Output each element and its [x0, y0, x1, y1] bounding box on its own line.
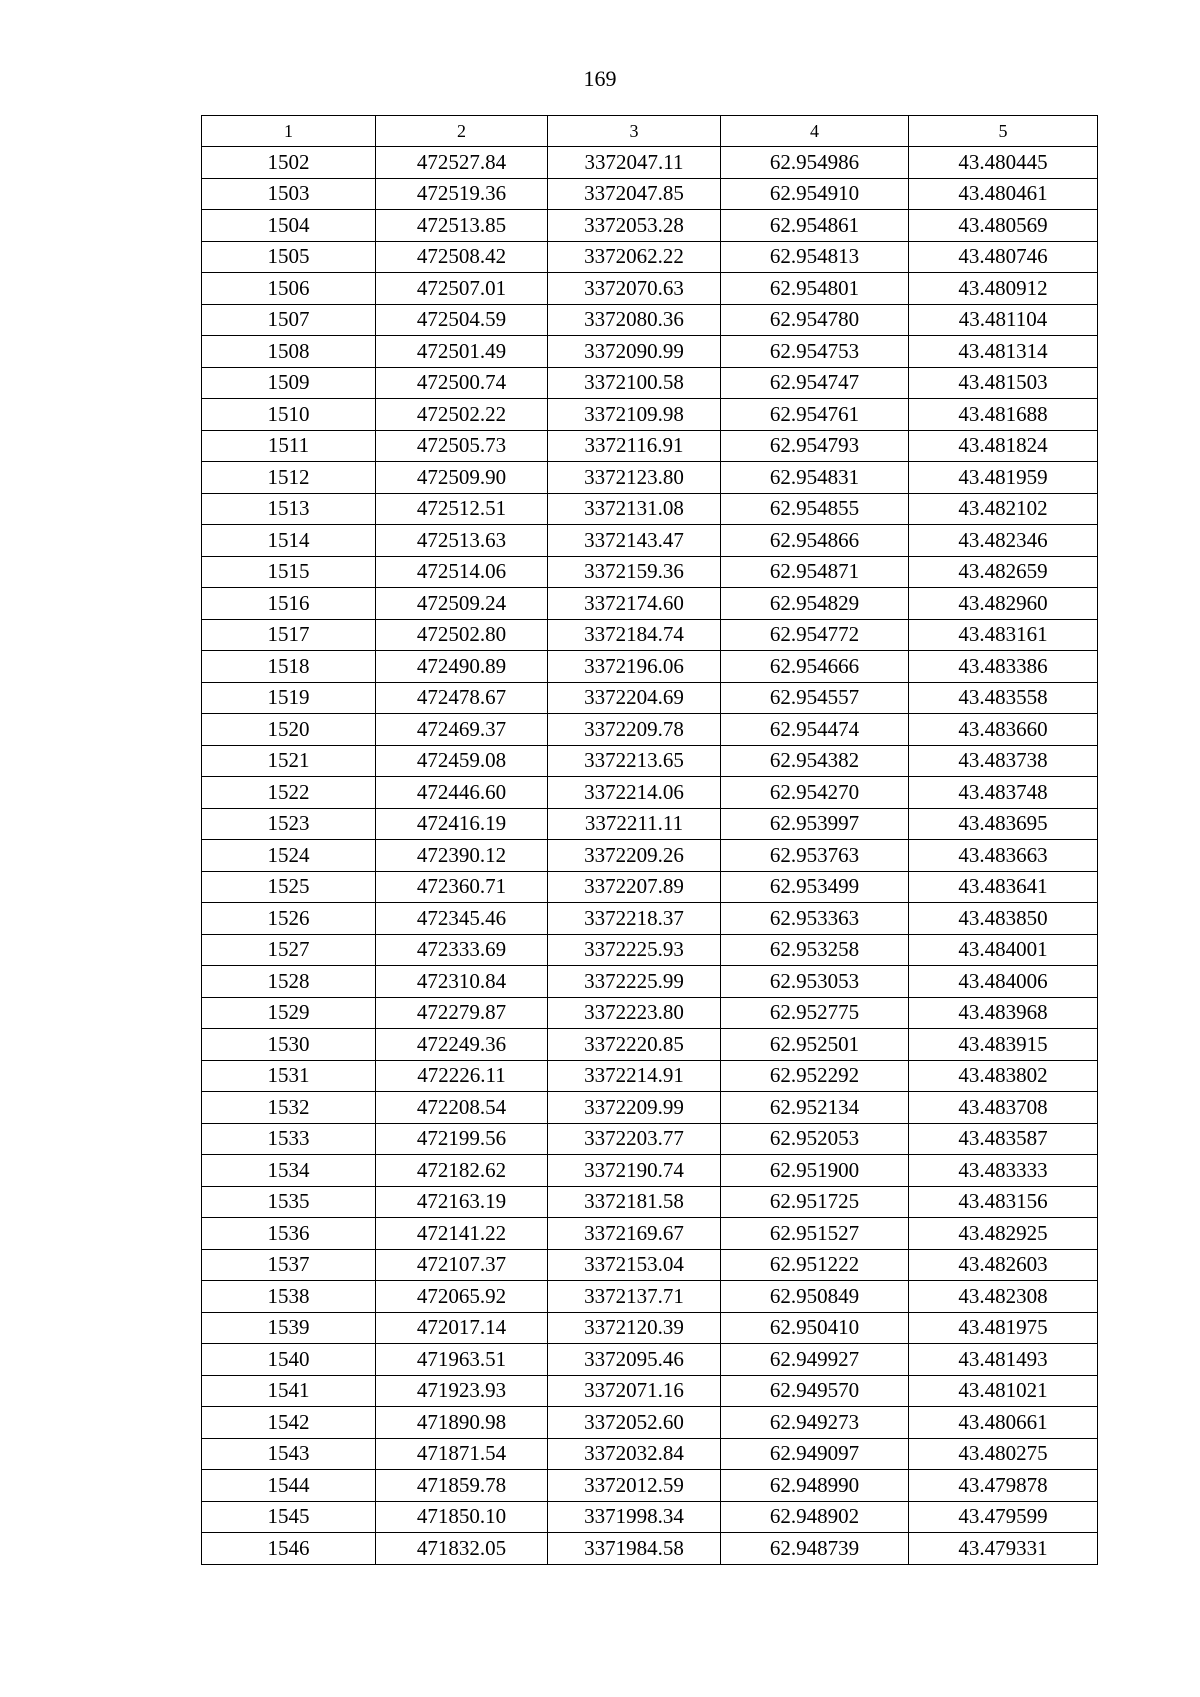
column-header-1: 1 [202, 116, 376, 147]
longitude-cell: 62.952053 [721, 1123, 909, 1155]
point-number-cell: 1504 [202, 210, 376, 242]
y-coordinate-cell: 3372153.04 [548, 1249, 721, 1281]
table-row [202, 1123, 1098, 1155]
longitude-cell: 62.954753 [721, 336, 909, 368]
point-number-cell: 1527 [202, 934, 376, 966]
y-coordinate-cell: 3371984.58 [548, 1533, 721, 1565]
table-row [202, 1029, 1098, 1061]
longitude-cell: 62.951222 [721, 1249, 909, 1281]
y-coordinate-cell: 3372203.77 [548, 1123, 721, 1155]
latitude-cell: 43.481021 [909, 1375, 1098, 1407]
table-row [202, 304, 1098, 336]
x-coordinate-cell: 472512.51 [376, 493, 548, 525]
x-coordinate-cell: 471832.05 [376, 1533, 548, 1565]
point-number-cell: 1535 [202, 1186, 376, 1218]
y-coordinate-cell: 3372123.80 [548, 462, 721, 494]
latitude-cell: 43.480275 [909, 1438, 1098, 1470]
table-row [202, 210, 1098, 242]
point-number-cell: 1518 [202, 651, 376, 683]
latitude-cell: 43.481824 [909, 430, 1098, 462]
point-number-cell: 1532 [202, 1092, 376, 1124]
y-coordinate-cell: 3372225.93 [548, 934, 721, 966]
latitude-cell: 43.480661 [909, 1407, 1098, 1439]
table-row [202, 1470, 1098, 1502]
longitude-cell: 62.952134 [721, 1092, 909, 1124]
longitude-cell: 62.954910 [721, 178, 909, 210]
longitude-cell: 62.951725 [721, 1186, 909, 1218]
longitude-cell: 62.954829 [721, 588, 909, 620]
point-number-cell: 1514 [202, 525, 376, 557]
point-number-cell: 1522 [202, 777, 376, 809]
longitude-cell: 62.954986 [721, 147, 909, 179]
latitude-cell: 43.481314 [909, 336, 1098, 368]
latitude-cell: 43.483386 [909, 651, 1098, 683]
x-coordinate-cell: 472333.69 [376, 934, 548, 966]
longitude-cell: 62.954861 [721, 210, 909, 242]
longitude-cell: 62.952501 [721, 1029, 909, 1061]
table-row [202, 1092, 1098, 1124]
table-row [202, 997, 1098, 1029]
longitude-cell: 62.951900 [721, 1155, 909, 1187]
point-number-cell: 1530 [202, 1029, 376, 1061]
x-coordinate-cell: 472508.42 [376, 241, 548, 273]
point-number-cell: 1510 [202, 399, 376, 431]
latitude-cell: 43.482346 [909, 525, 1098, 557]
y-coordinate-cell: 3372143.47 [548, 525, 721, 557]
table-row [202, 367, 1098, 399]
table-row [202, 1060, 1098, 1092]
y-coordinate-cell: 3372209.78 [548, 714, 721, 746]
x-coordinate-cell: 472199.56 [376, 1123, 548, 1155]
x-coordinate-cell: 471871.54 [376, 1438, 548, 1470]
point-number-cell: 1546 [202, 1533, 376, 1565]
longitude-cell: 62.950410 [721, 1312, 909, 1344]
latitude-cell: 43.482102 [909, 493, 1098, 525]
y-coordinate-cell: 3372052.60 [548, 1407, 721, 1439]
table-row [202, 777, 1098, 809]
point-number-cell: 1545 [202, 1501, 376, 1533]
table-row [202, 1186, 1098, 1218]
y-coordinate-cell: 3372062.22 [548, 241, 721, 273]
y-coordinate-cell: 3372207.89 [548, 871, 721, 903]
x-coordinate-cell: 472504.59 [376, 304, 548, 336]
longitude-cell: 62.952292 [721, 1060, 909, 1092]
table-row [202, 619, 1098, 651]
y-coordinate-cell: 3372120.39 [548, 1312, 721, 1344]
table-row [202, 1438, 1098, 1470]
latitude-cell: 43.481503 [909, 367, 1098, 399]
latitude-cell: 43.483738 [909, 745, 1098, 777]
table-row [202, 682, 1098, 714]
table-row [202, 241, 1098, 273]
y-coordinate-cell: 3372137.71 [548, 1281, 721, 1313]
y-coordinate-cell: 3372012.59 [548, 1470, 721, 1502]
point-number-cell: 1542 [202, 1407, 376, 1439]
point-number-cell: 1512 [202, 462, 376, 494]
latitude-cell: 43.483333 [909, 1155, 1098, 1187]
point-number-cell: 1519 [202, 682, 376, 714]
latitude-cell: 43.483558 [909, 682, 1098, 714]
table-row [202, 840, 1098, 872]
x-coordinate-cell: 472505.73 [376, 430, 548, 462]
x-coordinate-cell: 472513.63 [376, 525, 548, 557]
x-coordinate-cell: 472279.87 [376, 997, 548, 1029]
point-number-cell: 1539 [202, 1312, 376, 1344]
y-coordinate-cell: 3372131.08 [548, 493, 721, 525]
table-row [202, 1218, 1098, 1250]
point-number-cell: 1506 [202, 273, 376, 305]
longitude-cell: 62.949273 [721, 1407, 909, 1439]
x-coordinate-cell: 472519.36 [376, 178, 548, 210]
latitude-cell: 43.483850 [909, 903, 1098, 935]
point-number-cell: 1516 [202, 588, 376, 620]
point-number-cell: 1503 [202, 178, 376, 210]
longitude-cell: 62.954866 [721, 525, 909, 557]
x-coordinate-cell: 472360.71 [376, 871, 548, 903]
header-row [202, 116, 1098, 147]
latitude-cell: 43.482659 [909, 556, 1098, 588]
y-coordinate-cell: 3372159.36 [548, 556, 721, 588]
y-coordinate-cell: 3372053.28 [548, 210, 721, 242]
latitude-cell: 43.480461 [909, 178, 1098, 210]
point-number-cell: 1515 [202, 556, 376, 588]
point-number-cell: 1540 [202, 1344, 376, 1376]
latitude-cell: 43.480445 [909, 147, 1098, 179]
point-number-cell: 1513 [202, 493, 376, 525]
longitude-cell: 62.952775 [721, 997, 909, 1029]
y-coordinate-cell: 3372116.91 [548, 430, 721, 462]
longitude-cell: 62.953499 [721, 871, 909, 903]
latitude-cell: 43.483587 [909, 1123, 1098, 1155]
point-number-cell: 1502 [202, 147, 376, 179]
x-coordinate-cell: 472502.22 [376, 399, 548, 431]
y-coordinate-cell: 3372169.67 [548, 1218, 721, 1250]
latitude-cell: 43.483695 [909, 808, 1098, 840]
y-coordinate-cell: 3372109.98 [548, 399, 721, 431]
x-coordinate-cell: 472249.36 [376, 1029, 548, 1061]
table-row [202, 966, 1098, 998]
longitude-cell: 62.954780 [721, 304, 909, 336]
point-number-cell: 1520 [202, 714, 376, 746]
table-row [202, 588, 1098, 620]
longitude-cell: 62.954666 [721, 651, 909, 683]
point-number-cell: 1528 [202, 966, 376, 998]
point-number-cell: 1511 [202, 430, 376, 462]
latitude-cell: 43.484001 [909, 934, 1098, 966]
longitude-cell: 62.949927 [721, 1344, 909, 1376]
y-coordinate-cell: 3372213.65 [548, 745, 721, 777]
longitude-cell: 62.954772 [721, 619, 909, 651]
table-row [202, 273, 1098, 305]
table-row [202, 430, 1098, 462]
table-row [202, 525, 1098, 557]
y-coordinate-cell: 3372214.91 [548, 1060, 721, 1092]
table-body [202, 147, 1098, 1565]
y-coordinate-cell: 3372196.06 [548, 651, 721, 683]
table-row [202, 651, 1098, 683]
x-coordinate-cell: 472446.60 [376, 777, 548, 809]
point-number-cell: 1508 [202, 336, 376, 368]
longitude-cell: 62.954813 [721, 241, 909, 273]
x-coordinate-cell: 471890.98 [376, 1407, 548, 1439]
latitude-cell: 43.483968 [909, 997, 1098, 1029]
latitude-cell: 43.482603 [909, 1249, 1098, 1281]
longitude-cell: 62.954855 [721, 493, 909, 525]
latitude-cell: 43.483641 [909, 871, 1098, 903]
x-coordinate-cell: 472310.84 [376, 966, 548, 998]
x-coordinate-cell: 472513.85 [376, 210, 548, 242]
table-row [202, 1249, 1098, 1281]
page-number: 169 [583, 66, 617, 91]
longitude-cell: 62.954270 [721, 777, 909, 809]
column-header-3: 3 [548, 116, 721, 147]
point-number-cell: 1541 [202, 1375, 376, 1407]
longitude-cell: 62.949097 [721, 1438, 909, 1470]
table-row [202, 808, 1098, 840]
latitude-cell: 43.483156 [909, 1186, 1098, 1218]
latitude-cell: 43.479878 [909, 1470, 1098, 1502]
point-number-cell: 1505 [202, 241, 376, 273]
latitude-cell: 43.481975 [909, 1312, 1098, 1344]
latitude-cell: 43.479331 [909, 1533, 1098, 1565]
x-coordinate-cell: 472500.74 [376, 367, 548, 399]
y-coordinate-cell: 3372225.99 [548, 966, 721, 998]
point-number-cell: 1536 [202, 1218, 376, 1250]
coordinates-table [201, 115, 1098, 1565]
x-coordinate-cell: 472107.37 [376, 1249, 548, 1281]
y-coordinate-cell: 3372223.80 [548, 997, 721, 1029]
longitude-cell: 62.954474 [721, 714, 909, 746]
table-row [202, 1501, 1098, 1533]
longitude-cell: 62.948990 [721, 1470, 909, 1502]
y-coordinate-cell: 3372211.11 [548, 808, 721, 840]
latitude-cell: 43.480746 [909, 241, 1098, 273]
latitude-cell: 43.481688 [909, 399, 1098, 431]
point-number-cell: 1525 [202, 871, 376, 903]
latitude-cell: 43.479599 [909, 1501, 1098, 1533]
table-row [202, 493, 1098, 525]
point-number-cell: 1534 [202, 1155, 376, 1187]
x-coordinate-cell: 472416.19 [376, 808, 548, 840]
y-coordinate-cell: 3372209.26 [548, 840, 721, 872]
table-row [202, 1375, 1098, 1407]
longitude-cell: 62.948902 [721, 1501, 909, 1533]
longitude-cell: 62.954761 [721, 399, 909, 431]
point-number-cell: 1544 [202, 1470, 376, 1502]
table-row [202, 399, 1098, 431]
latitude-cell: 43.482960 [909, 588, 1098, 620]
point-number-cell: 1543 [202, 1438, 376, 1470]
table-row [202, 871, 1098, 903]
y-coordinate-cell: 3372214.06 [548, 777, 721, 809]
longitude-cell: 62.954801 [721, 273, 909, 305]
latitude-cell: 43.483802 [909, 1060, 1098, 1092]
latitude-cell: 43.483708 [909, 1092, 1098, 1124]
latitude-cell: 43.480912 [909, 273, 1098, 305]
x-coordinate-cell: 472017.14 [376, 1312, 548, 1344]
latitude-cell: 43.482925 [909, 1218, 1098, 1250]
longitude-cell: 62.949570 [721, 1375, 909, 1407]
longitude-cell: 62.953763 [721, 840, 909, 872]
x-coordinate-cell: 472459.08 [376, 745, 548, 777]
y-coordinate-cell: 3372204.69 [548, 682, 721, 714]
point-number-cell: 1509 [202, 367, 376, 399]
x-coordinate-cell: 471859.78 [376, 1470, 548, 1502]
longitude-cell: 62.953258 [721, 934, 909, 966]
x-coordinate-cell: 471923.93 [376, 1375, 548, 1407]
y-coordinate-cell: 3372181.58 [548, 1186, 721, 1218]
longitude-cell: 62.954557 [721, 682, 909, 714]
longitude-cell: 62.954871 [721, 556, 909, 588]
x-coordinate-cell: 472226.11 [376, 1060, 548, 1092]
x-coordinate-cell: 472527.84 [376, 147, 548, 179]
y-coordinate-cell: 3372080.36 [548, 304, 721, 336]
table-row [202, 147, 1098, 179]
point-number-cell: 1526 [202, 903, 376, 935]
column-header-5: 5 [909, 116, 1098, 147]
y-coordinate-cell: 3372070.63 [548, 273, 721, 305]
x-coordinate-cell: 472514.06 [376, 556, 548, 588]
y-coordinate-cell: 3371998.34 [548, 1501, 721, 1533]
table-row [202, 1155, 1098, 1187]
longitude-cell: 62.953363 [721, 903, 909, 935]
y-coordinate-cell: 3372218.37 [548, 903, 721, 935]
y-coordinate-cell: 3372190.74 [548, 1155, 721, 1187]
longitude-cell: 62.950849 [721, 1281, 909, 1313]
latitude-cell: 43.483748 [909, 777, 1098, 809]
y-coordinate-cell: 3372184.74 [548, 619, 721, 651]
latitude-cell: 43.484006 [909, 966, 1098, 998]
x-coordinate-cell: 472182.62 [376, 1155, 548, 1187]
y-coordinate-cell: 3372095.46 [548, 1344, 721, 1376]
point-number-cell: 1507 [202, 304, 376, 336]
x-coordinate-cell: 472345.46 [376, 903, 548, 935]
x-coordinate-cell: 472509.90 [376, 462, 548, 494]
longitude-cell: 62.954382 [721, 745, 909, 777]
longitude-cell: 62.948739 [721, 1533, 909, 1565]
x-coordinate-cell: 471850.10 [376, 1501, 548, 1533]
x-coordinate-cell: 472390.12 [376, 840, 548, 872]
point-number-cell: 1521 [202, 745, 376, 777]
x-coordinate-cell: 472478.67 [376, 682, 548, 714]
table-row [202, 178, 1098, 210]
table-row [202, 1533, 1098, 1565]
point-number-cell: 1531 [202, 1060, 376, 1092]
latitude-cell: 43.483161 [909, 619, 1098, 651]
x-coordinate-cell: 472208.54 [376, 1092, 548, 1124]
y-coordinate-cell: 3372220.85 [548, 1029, 721, 1061]
y-coordinate-cell: 3372174.60 [548, 588, 721, 620]
x-coordinate-cell: 472502.80 [376, 619, 548, 651]
latitude-cell: 43.482308 [909, 1281, 1098, 1313]
point-number-cell: 1538 [202, 1281, 376, 1313]
longitude-cell: 62.954831 [721, 462, 909, 494]
y-coordinate-cell: 3372032.84 [548, 1438, 721, 1470]
column-header-2: 2 [376, 116, 548, 147]
latitude-cell: 43.481959 [909, 462, 1098, 494]
table-row [202, 714, 1098, 746]
y-coordinate-cell: 3372090.99 [548, 336, 721, 368]
column-header-4: 4 [721, 116, 909, 147]
y-coordinate-cell: 3372047.11 [548, 147, 721, 179]
table-row [202, 1281, 1098, 1313]
point-number-cell: 1524 [202, 840, 376, 872]
point-number-cell: 1517 [202, 619, 376, 651]
latitude-cell: 43.483663 [909, 840, 1098, 872]
latitude-cell: 43.481493 [909, 1344, 1098, 1376]
table-header [202, 116, 1098, 147]
table-row [202, 745, 1098, 777]
longitude-cell: 62.954793 [721, 430, 909, 462]
y-coordinate-cell: 3372071.16 [548, 1375, 721, 1407]
longitude-cell: 62.951527 [721, 1218, 909, 1250]
latitude-cell: 43.480569 [909, 210, 1098, 242]
table-row [202, 1407, 1098, 1439]
x-coordinate-cell: 472490.89 [376, 651, 548, 683]
x-coordinate-cell: 472065.92 [376, 1281, 548, 1313]
table-row [202, 336, 1098, 368]
longitude-cell: 62.954747 [721, 367, 909, 399]
point-number-cell: 1533 [202, 1123, 376, 1155]
table-row [202, 556, 1098, 588]
latitude-cell: 43.483915 [909, 1029, 1098, 1061]
y-coordinate-cell: 3372047.85 [548, 178, 721, 210]
x-coordinate-cell: 472469.37 [376, 714, 548, 746]
table-row [202, 462, 1098, 494]
point-number-cell: 1523 [202, 808, 376, 840]
table-row [202, 903, 1098, 935]
point-number-cell: 1529 [202, 997, 376, 1029]
x-coordinate-cell: 472509.24 [376, 588, 548, 620]
table-row [202, 934, 1098, 966]
x-coordinate-cell: 472501.49 [376, 336, 548, 368]
longitude-cell: 62.953053 [721, 966, 909, 998]
latitude-cell: 43.483660 [909, 714, 1098, 746]
x-coordinate-cell: 472507.01 [376, 273, 548, 305]
x-coordinate-cell: 472163.19 [376, 1186, 548, 1218]
longitude-cell: 62.953997 [721, 808, 909, 840]
y-coordinate-cell: 3372100.58 [548, 367, 721, 399]
x-coordinate-cell: 471963.51 [376, 1344, 548, 1376]
latitude-cell: 43.481104 [909, 304, 1098, 336]
x-coordinate-cell: 472141.22 [376, 1218, 548, 1250]
table-row [202, 1344, 1098, 1376]
y-coordinate-cell: 3372209.99 [548, 1092, 721, 1124]
point-number-cell: 1537 [202, 1249, 376, 1281]
table-row [202, 1312, 1098, 1344]
